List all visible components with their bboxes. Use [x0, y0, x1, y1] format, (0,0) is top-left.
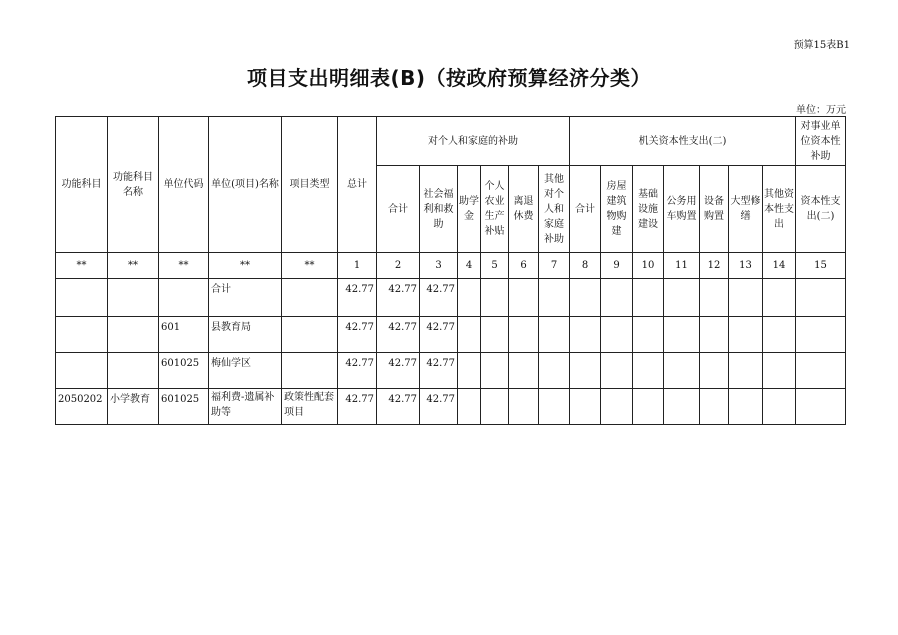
- header-sub: 设备购置: [700, 166, 729, 253]
- header-group-personal: 对个人和家庭的补助: [377, 117, 570, 166]
- cell-empty: [700, 389, 729, 425]
- cell-empty: [796, 353, 846, 389]
- header-sub: 房屋建筑物购建: [601, 166, 633, 253]
- cell-empty: [601, 279, 633, 317]
- cell-empty: [509, 279, 539, 317]
- cell-empty: [570, 317, 601, 353]
- cell-type: [282, 317, 338, 353]
- header-sub: 助学金: [458, 166, 481, 253]
- cell-total: 42.77: [338, 353, 377, 389]
- cell-total: 42.77: [338, 317, 377, 353]
- cell-empty: [633, 317, 664, 353]
- cell-empty: [664, 317, 700, 353]
- cell-welfare: 42.77: [420, 279, 458, 317]
- cell-empty: [539, 317, 570, 353]
- cell-func-code: [56, 353, 108, 389]
- header-sub: 基础设施建设: [633, 166, 664, 253]
- cell-empty: [729, 353, 763, 389]
- header-sub: 大型修缮: [729, 166, 763, 253]
- cell-total: 42.77: [338, 279, 377, 317]
- index-cell: 1: [338, 253, 377, 279]
- header-sub: 合计: [570, 166, 601, 253]
- unit-label: 单位：万元: [796, 105, 846, 116]
- table-row: [56, 279, 846, 317]
- cell-type: 政策性配套项目: [282, 389, 338, 425]
- cell-welfare: 42.77: [420, 353, 458, 389]
- cell-empty: [458, 353, 481, 389]
- cell-welfare: 42.77: [420, 389, 458, 425]
- cell-name: 合计: [209, 279, 282, 317]
- cell-empty: [664, 353, 700, 389]
- cell-empty: [664, 389, 700, 425]
- table-row: [56, 389, 846, 425]
- cell-func-name: [108, 353, 159, 389]
- cell-empty: [796, 389, 846, 425]
- table-row: [56, 317, 846, 353]
- cell-name: 福利费-遗属补助等: [209, 389, 282, 425]
- cell-empty: [570, 279, 601, 317]
- cell-func-name: [108, 279, 159, 317]
- cell-empty: [601, 389, 633, 425]
- index-cell: 11: [664, 253, 700, 279]
- cell-empty: [458, 389, 481, 425]
- cell-empty: [763, 279, 796, 317]
- cell-empty: [539, 389, 570, 425]
- header-sub: 社会福利和救助: [420, 166, 458, 253]
- header-sub: 个人农业生产补贴: [481, 166, 509, 253]
- cell-empty: [796, 317, 846, 353]
- index-cell: 3: [420, 253, 458, 279]
- cell-empty: [729, 389, 763, 425]
- cell-func-code: [56, 317, 108, 353]
- cell-empty: [539, 353, 570, 389]
- header-group-capital: 机关资本性支出(二): [570, 117, 796, 166]
- index-cell: 4: [458, 253, 481, 279]
- cell-name: 梅仙学区: [209, 353, 282, 389]
- cell-empty: [729, 279, 763, 317]
- budget-table: [55, 116, 846, 425]
- index-cell: 15: [796, 253, 846, 279]
- cell-empty: [539, 279, 570, 317]
- header-func-code: 功能科目: [56, 117, 108, 253]
- header-sub: 资本性支出(二): [796, 166, 846, 253]
- index-cell: **: [108, 253, 159, 279]
- cell-personal-total: 42.77: [377, 353, 420, 389]
- cell-empty: [601, 353, 633, 389]
- header-sub: 其他对个人和家庭补助: [539, 166, 570, 253]
- header-func-name: 功能科目名称: [108, 117, 159, 253]
- cell-empty: [763, 389, 796, 425]
- header-sub: 其他资本性支出: [763, 166, 796, 253]
- cell-empty: [570, 389, 601, 425]
- index-cell: 14: [763, 253, 796, 279]
- header-project-type: 项目类型: [282, 117, 338, 253]
- index-cell: **: [282, 253, 338, 279]
- cell-empty: [481, 353, 509, 389]
- cell-empty: [601, 317, 633, 353]
- cell-name: 县教育局: [209, 317, 282, 353]
- index-cell: 8: [570, 253, 601, 279]
- index-cell: 9: [601, 253, 633, 279]
- index-cell: 10: [633, 253, 664, 279]
- cell-personal-total: 42.77: [377, 389, 420, 425]
- cell-empty: [509, 353, 539, 389]
- header-sub: 合计: [377, 166, 420, 253]
- cell-unit-code: 601025: [159, 389, 209, 425]
- cell-empty: [570, 353, 601, 389]
- cell-empty: [458, 279, 481, 317]
- header-sub: 公务用车购置: [664, 166, 700, 253]
- cell-unit-code: 601: [159, 317, 209, 353]
- cell-func-name: 小学教育: [108, 389, 159, 425]
- cell-func-code: 2050202: [56, 389, 108, 425]
- index-cell: 12: [700, 253, 729, 279]
- cell-empty: [633, 353, 664, 389]
- cell-empty: [633, 279, 664, 317]
- cell-empty: [633, 389, 664, 425]
- form-code: 预算15表B1: [793, 40, 850, 51]
- index-cell: 7: [539, 253, 570, 279]
- header-total: 总计: [338, 117, 377, 253]
- cell-empty: [729, 317, 763, 353]
- index-cell: 13: [729, 253, 763, 279]
- cell-empty: [700, 279, 729, 317]
- cell-empty: [700, 353, 729, 389]
- cell-personal-total: 42.77: [377, 279, 420, 317]
- cell-empty: [509, 389, 539, 425]
- index-cell: **: [209, 253, 282, 279]
- index-cell: 6: [509, 253, 539, 279]
- header-unit-name: 单位(项目)名称: [209, 117, 282, 253]
- index-cell: **: [159, 253, 209, 279]
- cell-empty: [481, 389, 509, 425]
- cell-personal-total: 42.77: [377, 317, 420, 353]
- cell-empty: [700, 317, 729, 353]
- cell-total: 42.77: [338, 389, 377, 425]
- cell-empty: [763, 353, 796, 389]
- page-title: 项目支出明细表(B)（按政府预算经济分类）: [246, 66, 652, 90]
- cell-empty: [796, 279, 846, 317]
- cell-func-code: [56, 279, 108, 317]
- index-cell: 2: [377, 253, 420, 279]
- header-sub: 离退休费: [509, 166, 539, 253]
- table-row: [56, 353, 846, 389]
- index-cell: **: [56, 253, 108, 279]
- cell-empty: [664, 279, 700, 317]
- cell-unit-code: 601025: [159, 353, 209, 389]
- cell-empty: [763, 317, 796, 353]
- header-group-enterprise: 对事业单位资本性补助: [796, 117, 846, 166]
- cell-empty: [481, 279, 509, 317]
- cell-welfare: 42.77: [420, 317, 458, 353]
- cell-type: [282, 353, 338, 389]
- cell-empty: [458, 317, 481, 353]
- cell-empty: [481, 317, 509, 353]
- cell-type: [282, 279, 338, 317]
- cell-empty: [509, 317, 539, 353]
- cell-unit-code: [159, 279, 209, 317]
- index-cell: 5: [481, 253, 509, 279]
- cell-func-name: [108, 317, 159, 353]
- header-unit-code: 单位代码: [159, 117, 209, 253]
